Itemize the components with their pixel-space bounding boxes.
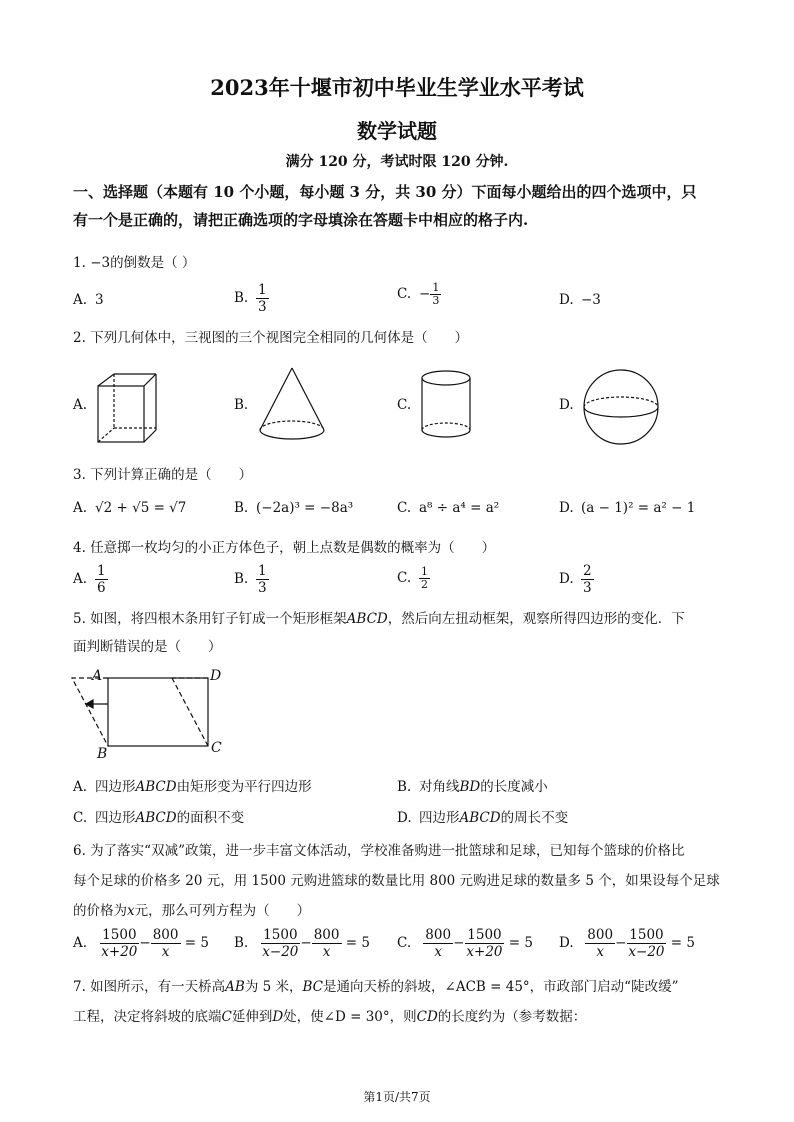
question-6-line3: 的价格为x元，那么可列方程为（ ） xyxy=(73,903,311,919)
q2-option-c-label[interactable]: C. xyxy=(397,397,412,413)
page-footer: 第1页/共7页 xyxy=(363,1090,431,1104)
q3-option-c[interactable]: C. a⁸ ÷ a⁴ = a² xyxy=(397,500,500,516)
cube-icon xyxy=(92,368,162,448)
q2-option-d-label[interactable]: D. xyxy=(559,397,574,413)
q1-number: 1. xyxy=(73,255,86,271)
q2-option-b-label[interactable]: B. xyxy=(234,397,249,413)
cylinder-icon xyxy=(418,368,474,444)
fig-label-c: C xyxy=(211,740,222,756)
section-heading-line2: 有一个是正确的，请把正确选项的字母填涂在答题卡中相应的格子内. xyxy=(73,211,529,229)
rectangle-abcd xyxy=(108,678,208,746)
q1-text: 的倒数是（ ） xyxy=(110,255,196,271)
q4-option-d[interactable]: D. $\frac{2}{3}$ xyxy=(559,563,592,596)
q3-option-a[interactable]: A. √2 + √5 = √7 xyxy=(73,500,187,516)
q5-option-d[interactable]: D. 四边形ABCD的周长不变 xyxy=(397,810,569,826)
q1-option-a[interactable]: A. 3 xyxy=(73,292,104,308)
fig-label-d: D xyxy=(210,668,222,684)
question-5-line2: 面判断错误的是（ ） xyxy=(73,639,222,655)
section-heading-line1: 一、选择题（本题有 10 个小题，每小题 3 分，共 30 分）下面每小题给出的四个选项中，只 xyxy=(73,183,697,201)
cone-icon xyxy=(254,364,330,444)
question-6-line1: 6. 为了落实“双减”政策，进一步丰富文体活动，学校准备购进一批篮球和足球，已知每个篮球的价格比 xyxy=(73,843,685,859)
question-6-line2: 每个足球的价格多 20 元，用 1500 元购进篮球的数量比用 800 元购进足球的数量多 5 个，如果设每个足球 xyxy=(73,873,720,889)
q1-option-c[interactable]: C. − $\frac{1}{3}$ xyxy=(397,281,440,307)
q4-option-b[interactable]: B. $\frac{1}{3}$ xyxy=(234,563,267,596)
question-1 xyxy=(73,250,195,276)
q5-option-c[interactable]: C. 四边形ABCD的面积不变 xyxy=(73,810,245,826)
parallelogram-right-edge xyxy=(172,678,208,746)
question-4: 4. 任意掷一枚均匀的小正方体色子，朝上点数是偶数的概率为（ ） xyxy=(73,540,496,556)
q2-option-a-label[interactable]: A. xyxy=(73,397,88,413)
parallelogram-left-edge xyxy=(72,678,108,746)
fig-label-b: B xyxy=(97,746,108,762)
fig-label-a: A xyxy=(92,668,103,684)
q1-option-d[interactable]: D. −3 xyxy=(559,292,601,308)
q6-option-c[interactable]: C. $\frac{800}{x}$ − $\frac{1500}{x+20}$ = 5 xyxy=(397,927,533,960)
sphere-icon xyxy=(582,368,660,446)
section-heading xyxy=(73,178,733,234)
q5-option-b[interactable]: B. 对角线BD的长度减小 xyxy=(397,779,548,795)
exam-title: 2023年十堰市初中毕业生学业水平考试 xyxy=(210,75,584,100)
q5-option-a[interactable]: A. 四边形ABCD由矩形变为平行四边形 xyxy=(73,779,312,795)
q1-expr: −3 xyxy=(90,255,111,271)
q3-option-b[interactable]: B. (−2a)³ = −8a³ xyxy=(234,500,354,516)
q4-option-c[interactable]: C. $\frac{1}{2}$ xyxy=(397,565,428,591)
q6-option-d[interactable]: D. $\frac{800}{x}$ − $\frac{1500}{x-20}$ = 5 xyxy=(559,927,695,960)
q6-option-b[interactable]: B. $\frac{1500}{x-20}$ − $\frac{800}{x}$ = 5 xyxy=(234,927,370,960)
q3-option-d[interactable]: D. (a − 1)² = a² − 1 xyxy=(559,500,696,516)
exam-note: 满分 120 分，考试时限 120 分钟. xyxy=(285,154,509,170)
q6-option-a[interactable]: A. $\frac{1500}{x+20}$ − $\frac{800}{x}$ = 5 xyxy=(73,927,209,960)
question-7-line1: 7. 如图所示，有一天桥高AB为 5 米，BC是通向天桥的斜坡，∠ACB = 45°，市政部门启动“陡改缓” xyxy=(73,979,679,995)
q1-option-b[interactable]: B. $\frac{1}{3}$ xyxy=(234,282,267,315)
q4-option-a[interactable]: A. $\frac{1}{6}$ xyxy=(73,563,106,596)
question-2: 2. 下列几何体中，三视图的三个视图完全相同的几何体是（ ） xyxy=(73,330,469,346)
question-3: 3. 下列计算正确的是（ ） xyxy=(73,467,253,483)
exam-subtitle: 数学试题 xyxy=(357,119,437,143)
question-7-line2: 工程，决定将斜坡的底端C延伸到D处，使∠D = 30°，则CD的长度约为（参考数据： xyxy=(73,1009,587,1025)
question-5-line1: 5. 如图，将四根木条用钉子钉成一个矩形框架ABCD，然后向左扭动框架，观察所得四边形的变化．下 xyxy=(73,611,685,627)
